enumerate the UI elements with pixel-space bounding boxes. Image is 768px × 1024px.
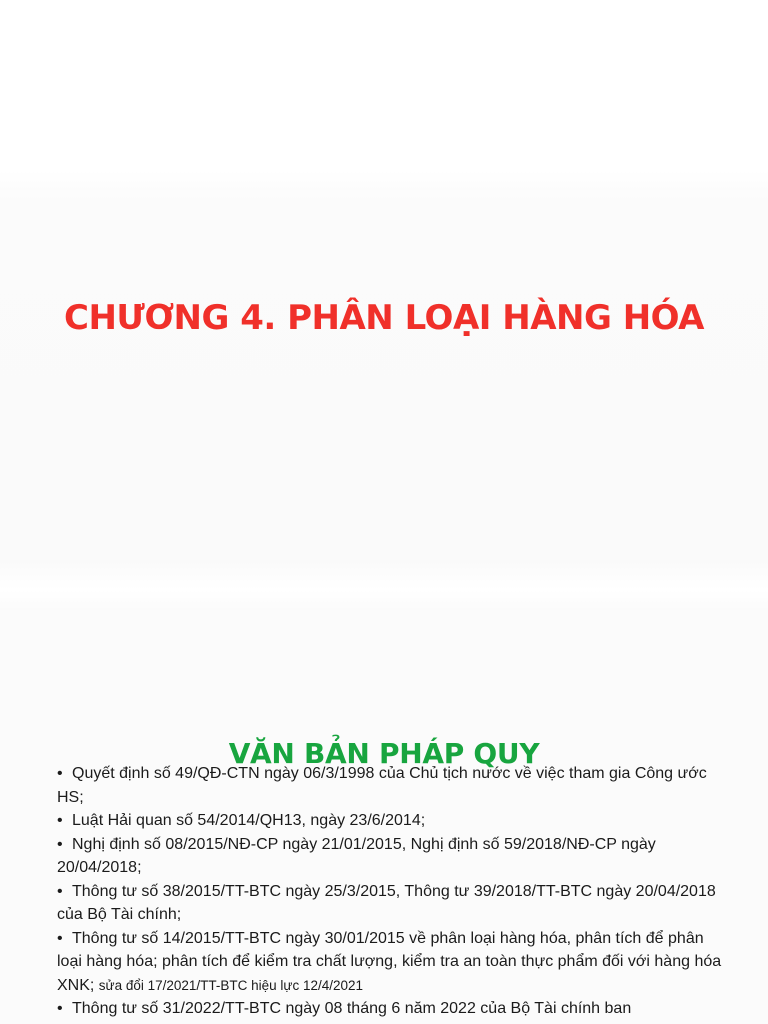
section-title: VĂN BẢN PHÁP QUY: [228, 737, 540, 771]
bullet-icon: •: [57, 1000, 63, 1017]
regulation-text: Thông tư số 38/2015/TT-BTC ngày 25/3/2015, Thông tư 39/2018/TT-BTC ngày 20/04/2018 của Bộ Tài chính;: [57, 882, 716, 923]
regulation-text: Thông tư số 31/2022/TT-BTC ngày 08 tháng 6 năm 2022 của Bộ Tài chính ban: [72, 1000, 632, 1017]
bullet-icon: •: [57, 835, 63, 853]
regulation-item: [57, 880, 725, 927]
regulation-text: Luật Hải quan số 54/2014/QH13, ngày 23/6/2014;: [72, 812, 426, 829]
regulation-item: [57, 762, 725, 809]
bullet-icon: •: [57, 929, 63, 947]
regulation-text: Thông tư số 14/2015/TT-BTC ngày 30/01/2015 về phân loại hàng hóa, phân tích để phân loại hàng hóa; phân tích để kiểm tra chất lượng, kiểm tra an toàn thực phẩm đối với hàng hóa XNK;: [57, 929, 722, 994]
slide-legal-documents: [0, 590, 768, 1024]
regulation-item: [57, 927, 725, 998]
regulation-item: [57, 809, 725, 833]
bullet-icon: •: [57, 882, 63, 900]
regulation-text: Nghị định số 08/2015/NĐ-CP ngày 21/01/2015, Nghị định số 59/2018/NĐ-CP ngày 20/04/2018;: [57, 835, 656, 876]
regulation-item: [57, 833, 725, 880]
regulation-text: Quyết định số 49/QĐ-CTN ngày 06/3/1998 của Chủ tịch nước về việc tham gia Công ước HS;: [57, 765, 707, 806]
chapter-title: CHƯƠNG 4. PHÂN LOẠI HÀNG HÓA: [64, 297, 704, 338]
regulation-list: [57, 762, 725, 1021]
bullet-icon: •: [57, 765, 63, 782]
regulation-item: [57, 997, 725, 1021]
bullet-icon: •: [57, 812, 63, 829]
amendment-note: sửa đổi 17/2021/TT-BTC hiệu lực 12/4/2021: [98, 977, 364, 993]
